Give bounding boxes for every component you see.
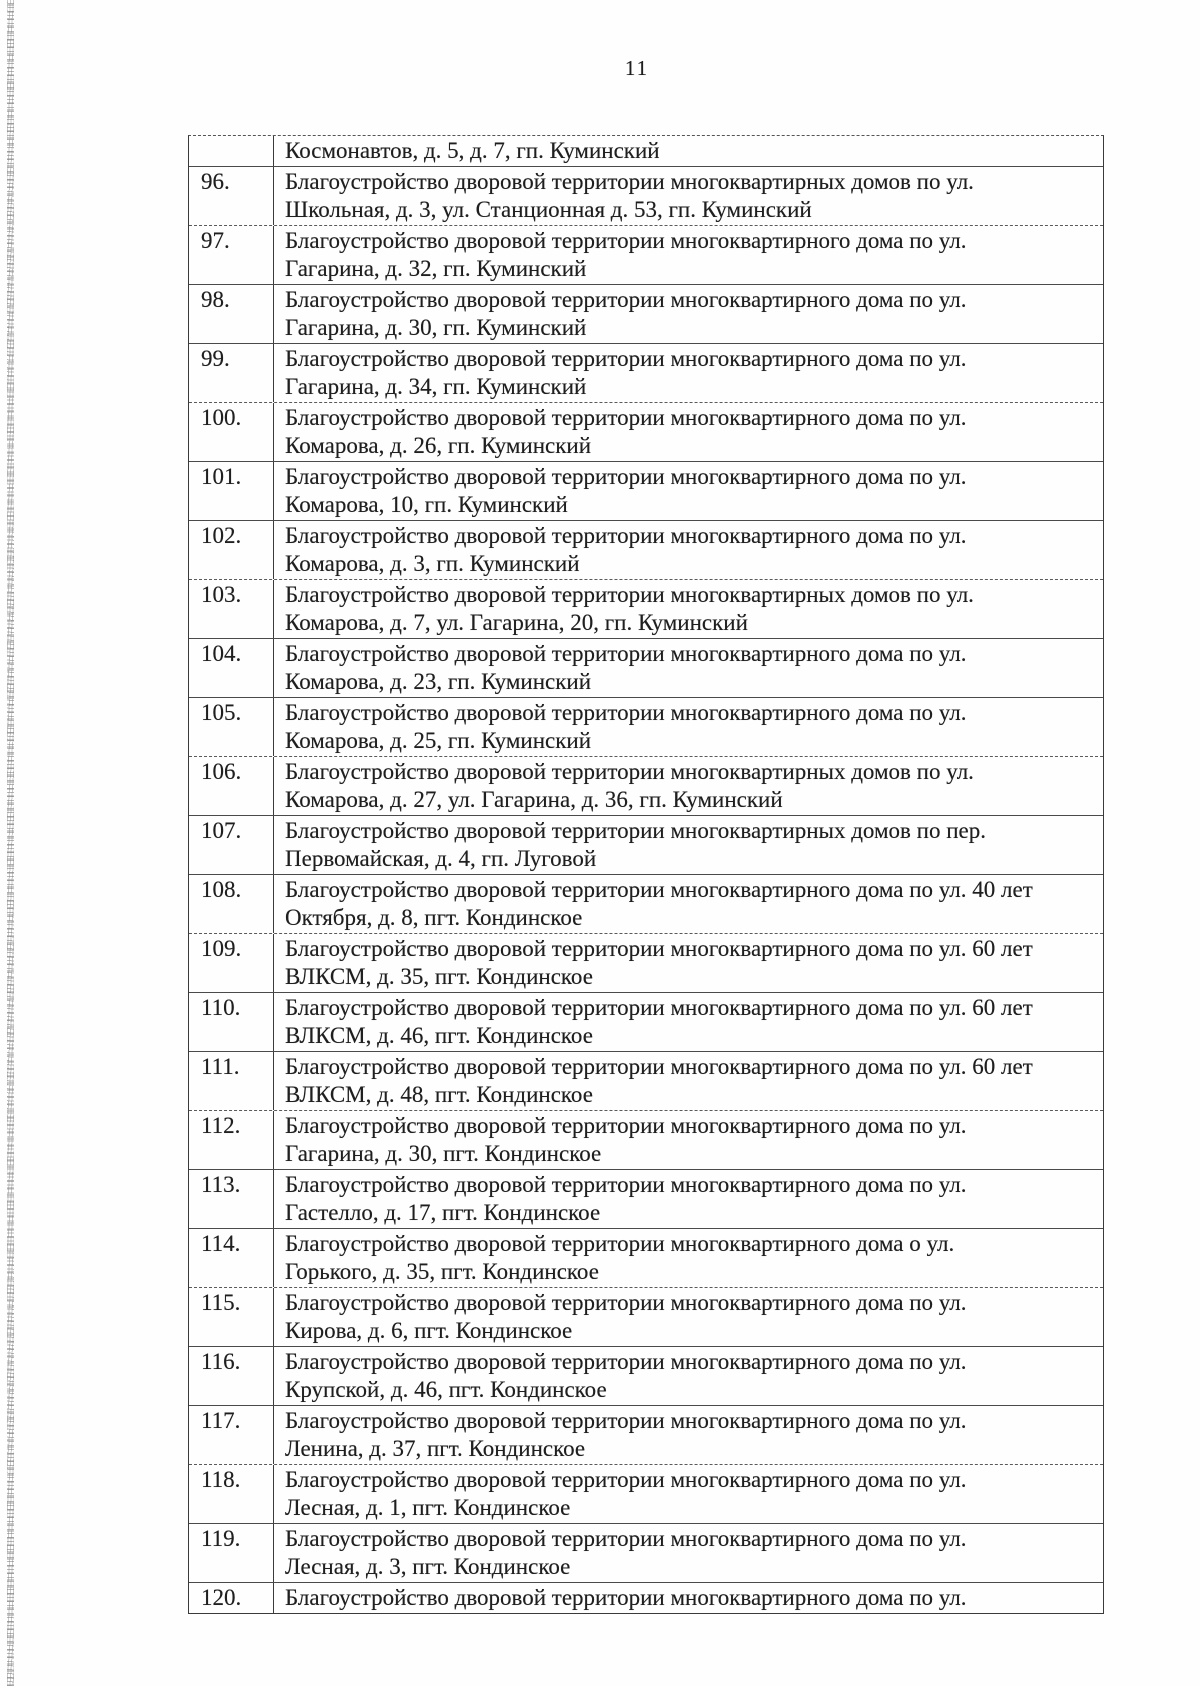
description-line: Комарова, д. 26, гп. Куминский — [285, 433, 592, 458]
description-line: Благоустройство дворовой территории многоквартирного дома о ул. — [285, 1231, 955, 1256]
row-number-cell: 119. — [189, 1524, 274, 1582]
table-row — [189, 520, 1103, 579]
description-line: Благоустройство дворовой территории многоквартирного дома по ул. — [285, 346, 967, 371]
table-row — [189, 992, 1103, 1051]
row-description-cell — [274, 1465, 1103, 1523]
description-line: Благоустройство дворовой территории многоквартирного дома по ул. 60 лет — [285, 936, 1033, 961]
description-line: Комарова, д. 25, гп. Куминский — [285, 728, 592, 753]
scan-edge-artifact — [7, 0, 14, 1686]
description-line: Комарова, д. 23, гп. Куминский — [285, 669, 592, 694]
row-number-cell: 100. — [189, 403, 274, 461]
description-line: Благоустройство дворовой территории многоквартирного дома по ул. — [285, 1113, 967, 1138]
table-row — [189, 579, 1103, 638]
row-description-cell — [274, 226, 1103, 284]
row-number-cell — [189, 136, 274, 166]
description-line: Кирова, д. 6, пгт. Кондинское — [285, 1318, 573, 1343]
page-number: 11 — [624, 56, 650, 80]
table-row — [189, 815, 1103, 874]
row-number-cell: 97. — [189, 226, 274, 284]
description-line: Комарова, д. 3, гп. Куминский — [285, 551, 580, 576]
row-description-cell — [274, 521, 1103, 579]
table-row — [189, 697, 1103, 756]
row-description-cell — [274, 1170, 1103, 1228]
row-description-cell — [274, 1229, 1103, 1287]
row-number-cell: 96. — [189, 167, 274, 225]
table-row — [189, 1346, 1103, 1405]
row-description-cell — [274, 639, 1103, 697]
row-number-cell: 113. — [189, 1170, 274, 1228]
table-row — [189, 136, 1103, 166]
row-description-cell — [274, 285, 1103, 343]
description-line: Благоустройство дворовой территории многоквартирного дома по ул. — [285, 1526, 967, 1551]
table-row — [189, 225, 1103, 284]
row-number-cell: 109. — [189, 934, 274, 992]
description-line: Благоустройство дворовой территории многоквартирного дома по ул. — [285, 405, 967, 430]
table-row — [189, 1169, 1103, 1228]
table-row — [189, 1287, 1103, 1346]
row-description-cell — [274, 934, 1103, 992]
row-description-cell — [274, 1524, 1103, 1582]
row-number-cell: 105. — [189, 698, 274, 756]
description-line: Благоустройство дворовой территории многоквартирного дома по ул. — [285, 1585, 967, 1610]
description-line: Благоустройство дворовой территории многоквартирного дома по ул. 40 лет — [285, 877, 1033, 902]
description-line: ВЛКСМ, д. 48, пгт. Кондинское — [285, 1082, 593, 1107]
works-table — [188, 135, 1104, 1614]
description-line: Октября, д. 8, пгт. Кондинское — [285, 905, 583, 930]
description-line: Благоустройство дворовой территории многоквартирных домов по ул. — [285, 759, 974, 784]
description-line: Школьная, д. 3, ул. Станционная д. 53, гп. Куминский — [285, 197, 812, 222]
row-number-cell: 116. — [189, 1347, 274, 1405]
row-description-cell — [274, 816, 1103, 874]
description-line: Крупской, д. 46, пгт. Кондинское — [285, 1377, 607, 1402]
description-line: Комарова, д. 7, ул. Гагарина, 20, гп. Куминский — [285, 610, 748, 635]
row-number-cell: 101. — [189, 462, 274, 520]
description-line: ВЛКСМ, д. 46, пгт. Кондинское — [285, 1023, 593, 1048]
description-line: Благоустройство дворовой территории многоквартирного дома по ул. — [285, 1172, 967, 1197]
description-line: Гагарина, д. 32, гп. Куминский — [285, 256, 587, 281]
row-description-cell — [274, 1347, 1103, 1405]
row-description-cell — [274, 1583, 1103, 1613]
row-description-cell — [274, 403, 1103, 461]
row-number-cell: 99. — [189, 344, 274, 402]
description-line: Благоустройство дворовой территории многоквартирного дома по ул. — [285, 1467, 967, 1492]
description-line: Благоустройство дворовой территории многоквартирного дома по ул. — [285, 1290, 967, 1315]
description-line: Лесная, д. 3, пгт. Кондинское — [285, 1554, 571, 1579]
table-row — [189, 461, 1103, 520]
table-row — [189, 166, 1103, 225]
description-line: Благоустройство дворовой территории многоквартирного дома по ул. — [285, 1408, 967, 1433]
description-line: Космонавтов, д. 5, д. 7, гп. Куминский — [285, 138, 660, 163]
description-line: Благоустройство дворовой территории многоквартирного дома по ул. 60 лет — [285, 1054, 1033, 1079]
table-row — [189, 1523, 1103, 1582]
row-description-cell — [274, 1111, 1103, 1169]
row-number-cell: 103. — [189, 580, 274, 638]
row-number-cell: 120. — [189, 1583, 274, 1613]
row-description-cell — [274, 462, 1103, 520]
description-line: Благоустройство дворовой территории многоквартирного дома по ул. — [285, 228, 967, 253]
table-row — [189, 402, 1103, 461]
row-number-cell: 98. — [189, 285, 274, 343]
row-description-cell — [274, 167, 1103, 225]
description-line: Благоустройство дворовой территории многоквартирного дома по ул. — [285, 1349, 967, 1374]
row-number-cell: 104. — [189, 639, 274, 697]
table-row — [189, 1405, 1103, 1464]
description-line: Благоустройство дворовой территории многоквартирного дома по ул. — [285, 287, 967, 312]
description-line: Комарова, 10, гп. Куминский — [285, 492, 568, 517]
description-line: Гастелло, д. 17, пгт. Кондинское — [285, 1200, 601, 1225]
row-description-cell — [274, 993, 1103, 1051]
description-line: Горького, д. 35, пгт. Кондинское — [285, 1259, 599, 1284]
row-number-cell: 106. — [189, 757, 274, 815]
table-row — [189, 756, 1103, 815]
row-description-cell — [274, 1406, 1103, 1464]
description-line: Первомайская, д. 4, гп. Луговой — [285, 846, 597, 871]
row-description-cell — [274, 580, 1103, 638]
description-line: Благоустройство дворовой территории многоквартирных домов по ул. — [285, 582, 974, 607]
table-row — [189, 874, 1103, 933]
table-row — [189, 1110, 1103, 1169]
table-row — [189, 1464, 1103, 1523]
row-description-cell — [274, 136, 1103, 166]
description-line: Благоустройство дворовой территории многоквартирного дома по ул. — [285, 641, 967, 666]
description-line: Благоустройство дворовой территории многоквартирного дома по ул. 60 лет — [285, 995, 1033, 1020]
description-line: ВЛКСМ, д. 35, пгт. Кондинское — [285, 964, 593, 989]
row-number-cell: 112. — [189, 1111, 274, 1169]
row-number-cell: 108. — [189, 875, 274, 933]
row-description-cell — [274, 875, 1103, 933]
description-line: Гагарина, д. 30, гп. Куминский — [285, 315, 587, 340]
row-description-cell — [274, 344, 1103, 402]
row-number-cell: 117. — [189, 1406, 274, 1464]
row-number-cell: 114. — [189, 1229, 274, 1287]
row-description-cell — [274, 757, 1103, 815]
table-row — [189, 1582, 1103, 1613]
description-line: Благоустройство дворовой территории многоквартирного дома по ул. — [285, 464, 967, 489]
row-number-cell: 115. — [189, 1288, 274, 1346]
row-number-cell: 110. — [189, 993, 274, 1051]
description-line: Благоустройство дворовой территории многоквартирных домов по ул. — [285, 169, 974, 194]
table-row — [189, 1051, 1103, 1110]
description-line: Лесная, д. 1, пгт. Кондинское — [285, 1495, 571, 1520]
description-line: Благоустройство дворовой территории многоквартирных домов по пер. — [285, 818, 986, 843]
description-line: Ленина, д. 37, пгт. Кондинское — [285, 1436, 586, 1461]
row-number-cell: 118. — [189, 1465, 274, 1523]
description-line: Благоустройство дворовой территории многоквартирного дома по ул. — [285, 523, 967, 548]
description-line: Гагарина, д. 34, гп. Куминский — [285, 374, 587, 399]
description-line: Комарова, д. 27, ул. Гагарина, д. 36, гп. Куминский — [285, 787, 783, 812]
row-description-cell — [274, 1052, 1103, 1110]
table-row — [189, 638, 1103, 697]
table-row — [189, 933, 1103, 992]
table-row — [189, 284, 1103, 343]
row-description-cell — [274, 698, 1103, 756]
description-line: Благоустройство дворовой территории многоквартирного дома по ул. — [285, 700, 967, 725]
row-number-cell: 107. — [189, 816, 274, 874]
table-row — [189, 343, 1103, 402]
table-row — [189, 1228, 1103, 1287]
row-number-cell: 111. — [189, 1052, 274, 1110]
description-line: Гагарина, д. 30, пгт. Кондинское — [285, 1141, 602, 1166]
row-number-cell: 102. — [189, 521, 274, 579]
row-description-cell — [274, 1288, 1103, 1346]
